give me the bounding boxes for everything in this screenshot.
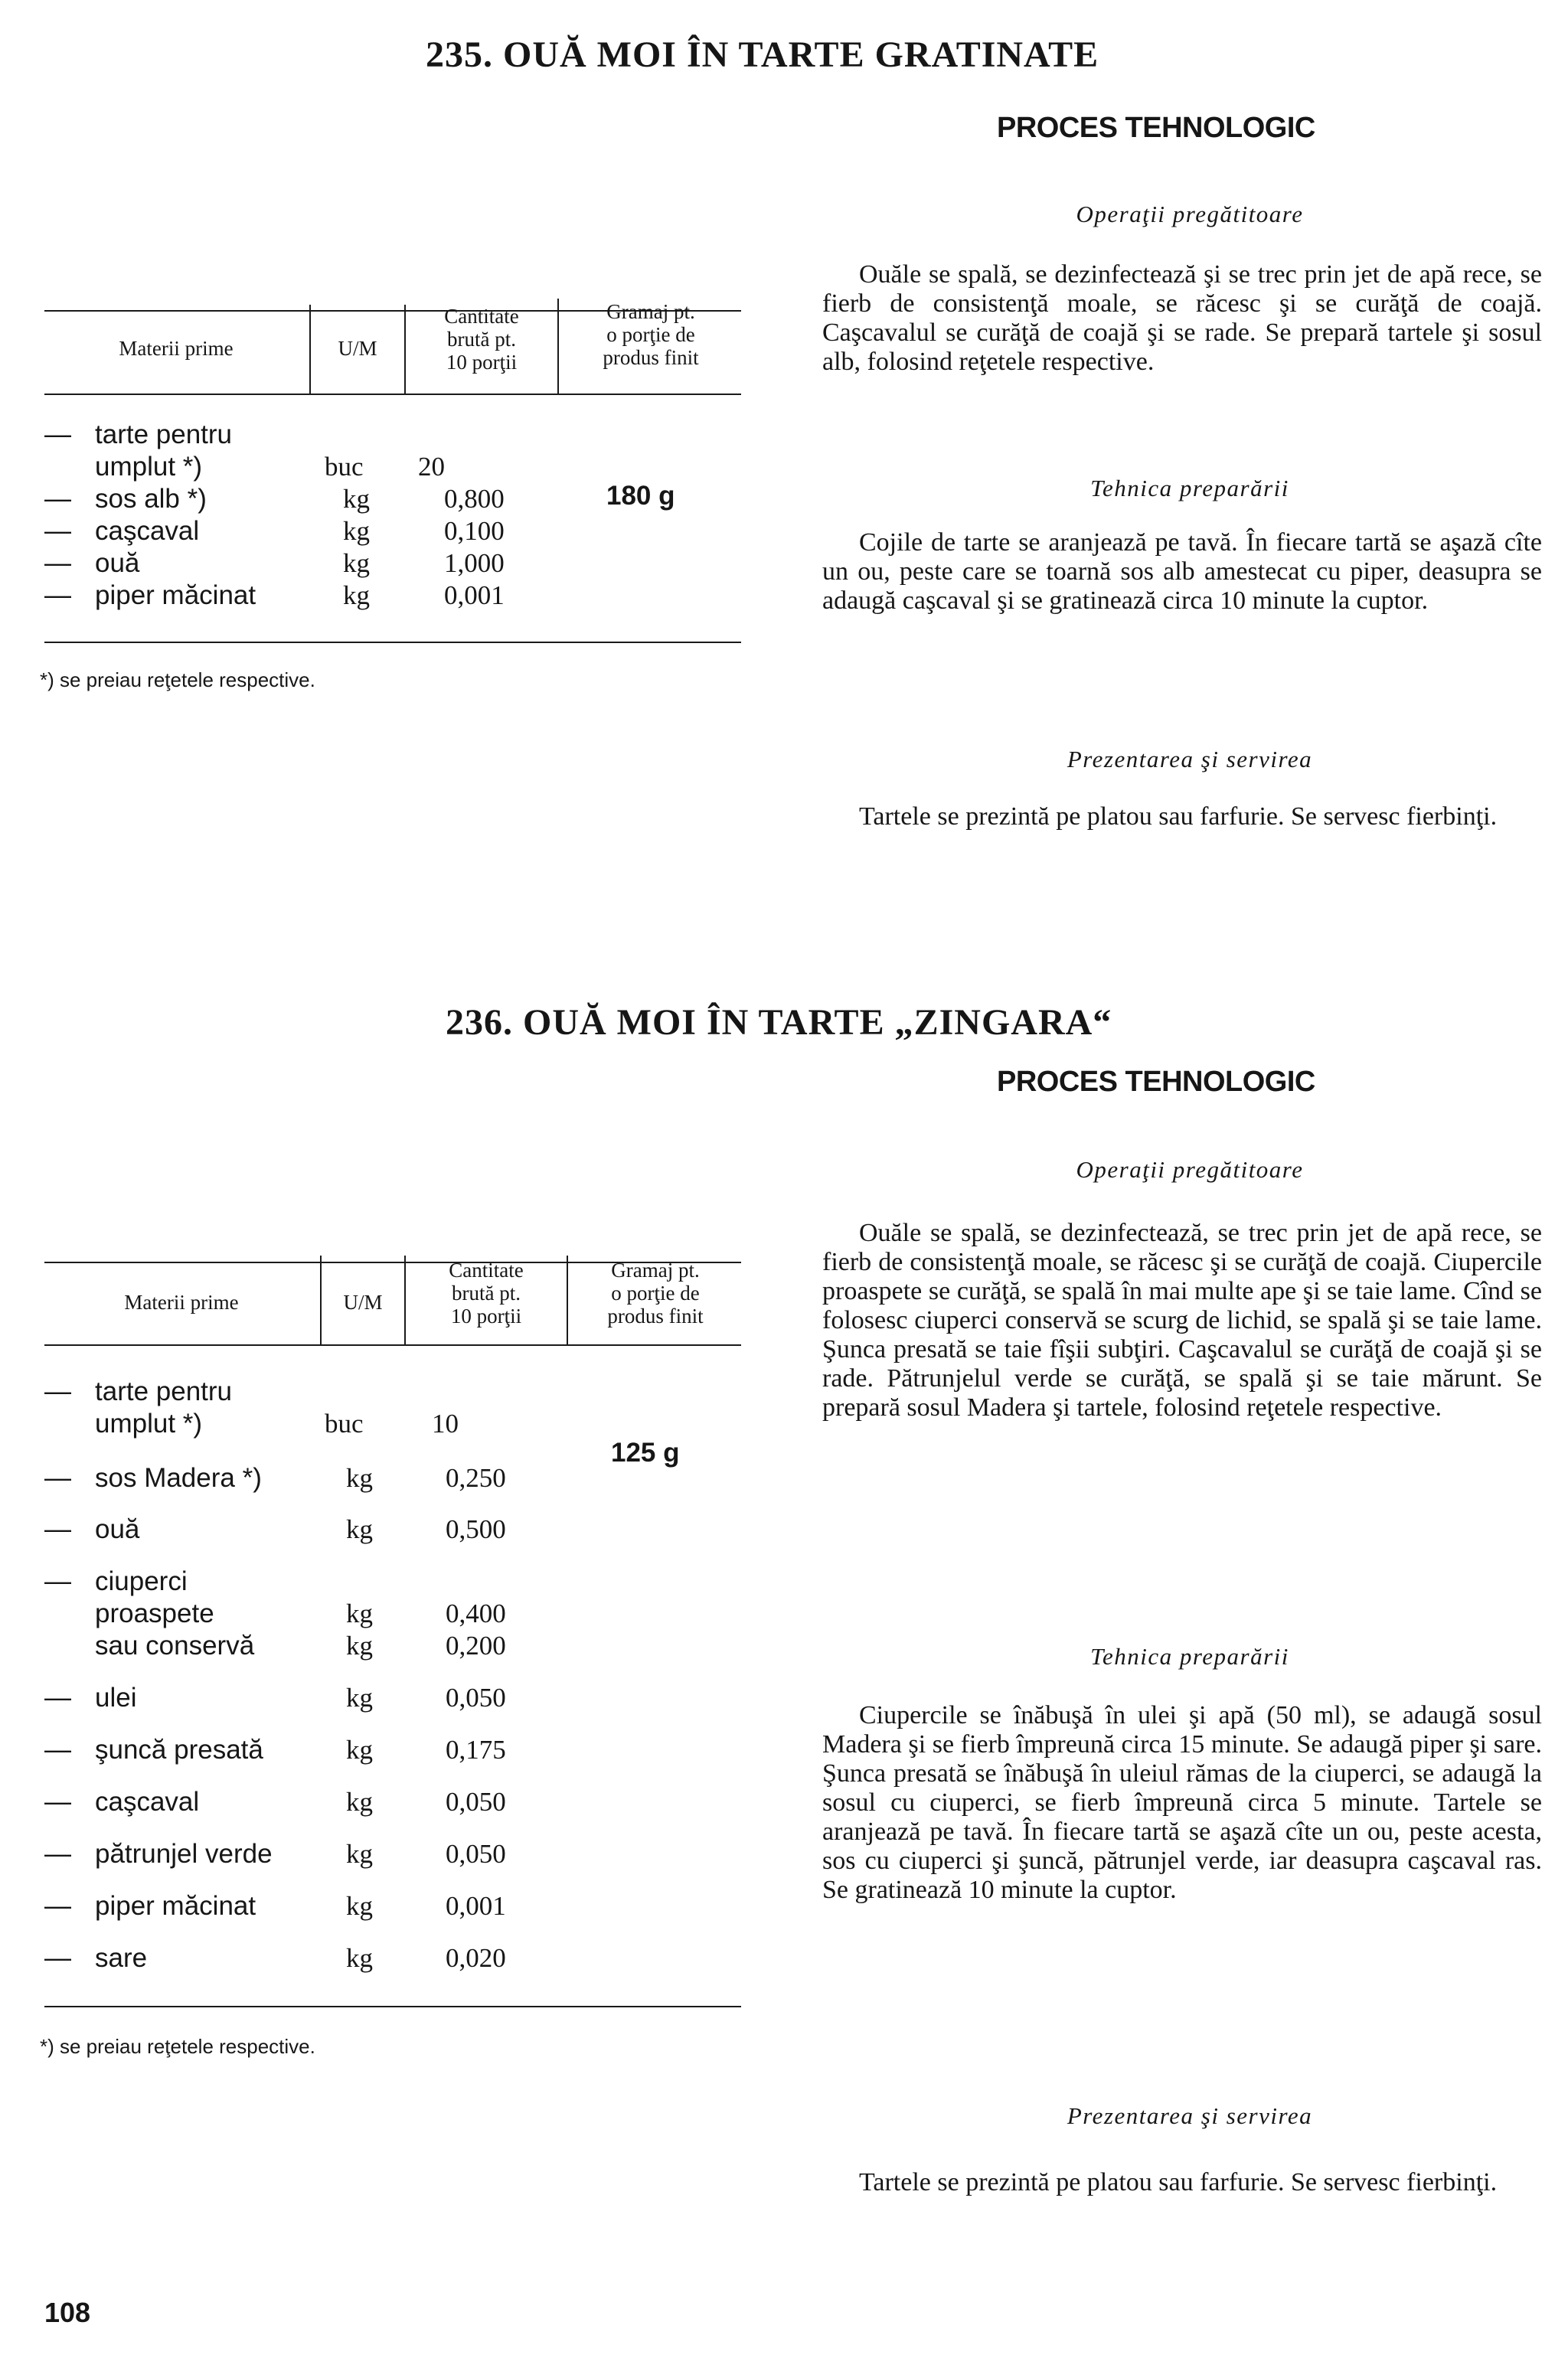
paragraph: Tartele se prezintă pe platou sau farfurie. Se servesc fierbinţi.: [859, 2168, 1498, 2196]
row-name: tarte pentru: [95, 420, 232, 449]
row-qty: 20: [418, 452, 445, 482]
paragraph: Ouăle se spală, se dezinfectează şi se trec prin jet de apă rece, se fierb de consistenţă moale, se răcesc şi se curăţă de coajă. Caşcavalul se curăţă de coajă şi se rade. Se prepară tartele şi sosul alb, folosind reţetele respective.: [822, 260, 1542, 376]
row-name: ouă: [95, 548, 140, 578]
gramaj-value: 125 g: [611, 1438, 680, 1468]
row-um: buc: [325, 1409, 364, 1439]
row-dash: —: [44, 1514, 71, 1544]
header-cantitate-line: Cantitate: [449, 1259, 524, 1282]
row-qty: 0,250: [446, 1463, 506, 1493]
header-materii-prime: Materii prime: [124, 1291, 239, 1314]
header-gramaj: [559, 300, 743, 369]
section-text-operatii: [822, 1219, 1542, 1422]
row-qty: 0,001: [444, 580, 505, 610]
row-um: kg: [346, 1631, 373, 1661]
row-name: sare: [95, 1943, 148, 1973]
section-heading-prezentarea: Prezentarea şi servirea: [1067, 2102, 1313, 2129]
header-cantitate: [406, 1259, 567, 1328]
header-gramaj-line: produs finit: [603, 346, 699, 369]
page-number: 108: [44, 2297, 91, 2328]
header-cantitate-line: 10 porţii: [446, 351, 518, 374]
row-name: tarte pentru: [95, 1377, 232, 1406]
section-heading-prezentarea: Prezentarea şi servirea: [1067, 746, 1313, 772]
row-qty: 0,050: [446, 1683, 506, 1713]
section-text-tehnica: [822, 528, 1542, 616]
header-um: U/M: [338, 337, 377, 360]
row-um: kg: [346, 1891, 373, 1921]
row-um: kg: [343, 580, 370, 610]
row-name: caşcaval: [95, 1787, 200, 1817]
row-name: sos Madera *): [95, 1463, 262, 1493]
paragraph: Ouăle se spală, se dezinfectează, se trec prin jet de apă rece, se fierb de consistenţă moale, se răcesc şi se curăţă de coajă. Ciupercile proaspete se curăţă, se spală în mai multe ape şi se taie lame. Cînd se folosesc ciuperci conservă se scurg de lichid, se spală şi se taie lame. Şunca presată se taie fîşii subţiri. Caşcavalul se curăţă de coajă şi se rade. Pătrunjelul verde se curăţă, se spală şi se taie mărunt. Se prepară sosul Madera şi tartele, folosind reţetele respective.: [822, 1219, 1542, 1422]
row-name: şuncă presată: [95, 1735, 263, 1765]
header-gramaj-line: Gramaj pt.: [606, 300, 695, 323]
row-dash: —: [44, 580, 71, 610]
row-dash: —: [44, 1839, 71, 1869]
row-qty: 0,200: [446, 1631, 506, 1661]
row-um: kg: [343, 548, 370, 578]
header-gramaj-line: produs finit: [607, 1305, 704, 1328]
paragraph: Cojile de tarte se aranjează pe tavă. În fiecare tartă se aşază cîte un ou, peste care se toarnă sos alb amestecat cu piper, deasupra se adaugă caşcaval şi se gratinează circa 10 minute la cuptor.: [822, 528, 1542, 615]
gramaj-value: 180 g: [606, 481, 675, 511]
section-heading-tehnica: Tehnica preparării: [1090, 475, 1289, 501]
row-dash: —: [44, 1735, 71, 1765]
row-name: ulei: [95, 1683, 137, 1713]
table-bottom-rule: [44, 642, 741, 643]
row-dash: —: [44, 484, 71, 514]
row-um: kg: [346, 1514, 373, 1544]
table-header-rule: [44, 1344, 741, 1346]
table-header-rule: [44, 394, 741, 395]
row-qty: 0,400: [446, 1599, 506, 1628]
row-name: umplut *): [95, 1409, 203, 1439]
row-name: ouă: [95, 1514, 140, 1544]
header-gramaj-line: o porţie de: [606, 323, 695, 346]
section-heading-operatii: Operaţii pregătitoare: [1076, 201, 1304, 227]
row-qty: 0,500: [446, 1514, 506, 1544]
header-materii-prime: Materii prime: [119, 337, 234, 360]
row-um: kg: [346, 1683, 373, 1713]
row-um: kg: [346, 1735, 373, 1765]
row-qty: 1,000: [444, 548, 505, 578]
row-um: buc: [325, 452, 364, 482]
header-cantitate: [406, 305, 557, 374]
header-gramaj-line: Gramaj pt.: [611, 1259, 700, 1282]
header-gramaj: [568, 1259, 743, 1328]
section-heading-tehnica: Tehnica preparării: [1090, 1643, 1289, 1670]
header-cantitate-line: Cantitate: [444, 305, 519, 328]
row-um: kg: [346, 1943, 373, 1973]
row-qty: 0,050: [446, 1839, 506, 1869]
section-text-prezentarea: [822, 2168, 1542, 2197]
header-cantitate-line: 10 porţii: [450, 1305, 522, 1328]
row-qty: 0,050: [446, 1787, 506, 1817]
row-name: proaspete: [95, 1599, 214, 1628]
row-dash: —: [44, 1463, 71, 1493]
section-text-prezentarea: [822, 802, 1542, 831]
header-cantitate-line: brută pt.: [447, 328, 516, 351]
header-cantitate-line: brută pt.: [452, 1282, 521, 1305]
row-name: sos alb *): [95, 484, 207, 514]
recipe-235-process-heading: PROCES TEHNOLOGIC: [997, 112, 1315, 144]
row-name: caşcaval: [95, 516, 200, 546]
row-dash: —: [44, 1566, 71, 1596]
row-qty: 0,175: [446, 1735, 506, 1765]
row-qty: 10: [432, 1409, 459, 1439]
paragraph: Tartele se prezintă pe platou sau farfurie. Se servesc fierbinţi.: [859, 802, 1498, 831]
row-name: pătrunjel verde: [95, 1839, 273, 1869]
row-name: umplut *): [95, 452, 203, 482]
recipe-235-title: 235. OUĂ MOI ÎN TARTE GRATINATE: [426, 34, 1099, 75]
recipe-236-process-heading: PROCES TEHNOLOGIC: [997, 1066, 1315, 1098]
header-gramaj-line: o porţie de: [611, 1282, 700, 1305]
row-um: kg: [343, 516, 370, 546]
row-dash: —: [44, 1891, 71, 1921]
row-um: kg: [346, 1463, 373, 1493]
recipe-236-title: 236. OUĂ MOI ÎN TARTE „ZINGARA“: [446, 1002, 1112, 1043]
row-um: kg: [346, 1599, 373, 1628]
row-um: kg: [346, 1787, 373, 1817]
section-text-tehnica: [822, 1701, 1542, 1905]
section-text-operatii: [822, 260, 1542, 377]
paragraph: Ciupercile se înăbuşă în ulei şi apă (50 ml), se adaugă sosul Madera şi se fierb împreună circa 15 minute. Se adaugă piper şi sare. Şunca presată se înăbuşă în uleiul rămas de la ciuperci, se adaugă la sosul cu ciuperci, se fierb împreună circa 5 minute. Tartele se aranjează pe tavă. În fiecare tartă se aşază cîte un ou, peste acesta, sos cu ciuperci şi şuncă, pătrunjel verde, iar deasupra caşcaval ras. Se gratinează 10 minute la cuptor.: [822, 1701, 1542, 1904]
row-dash: —: [44, 1787, 71, 1817]
row-name: ciuperci: [95, 1566, 188, 1596]
header-um: U/M: [343, 1291, 383, 1314]
footnote: *) se preiau reţetele respective.: [40, 2035, 315, 2058]
row-um: kg: [343, 484, 370, 514]
section-heading-operatii: Operaţii pregătitoare: [1076, 1156, 1304, 1183]
row-dash: —: [44, 1943, 71, 1973]
row-qty: 0,800: [444, 484, 505, 514]
row-dash: —: [44, 420, 71, 449]
table-bottom-rule: [44, 2006, 741, 2007]
footnote: *) se preiau reţetele respective.: [40, 668, 315, 691]
row-qty: 0,020: [446, 1943, 506, 1973]
row-dash: —: [44, 548, 71, 578]
row-name: piper măcinat: [95, 580, 256, 610]
row-dash: —: [44, 1377, 71, 1406]
row-dash: —: [44, 1683, 71, 1713]
row-qty: 0,001: [446, 1891, 506, 1921]
row-qty: 0,100: [444, 516, 505, 546]
row-dash: —: [44, 516, 71, 546]
row-name: sau conservă: [95, 1631, 255, 1661]
row-name: piper măcinat: [95, 1891, 256, 1921]
row-um: kg: [346, 1839, 373, 1869]
